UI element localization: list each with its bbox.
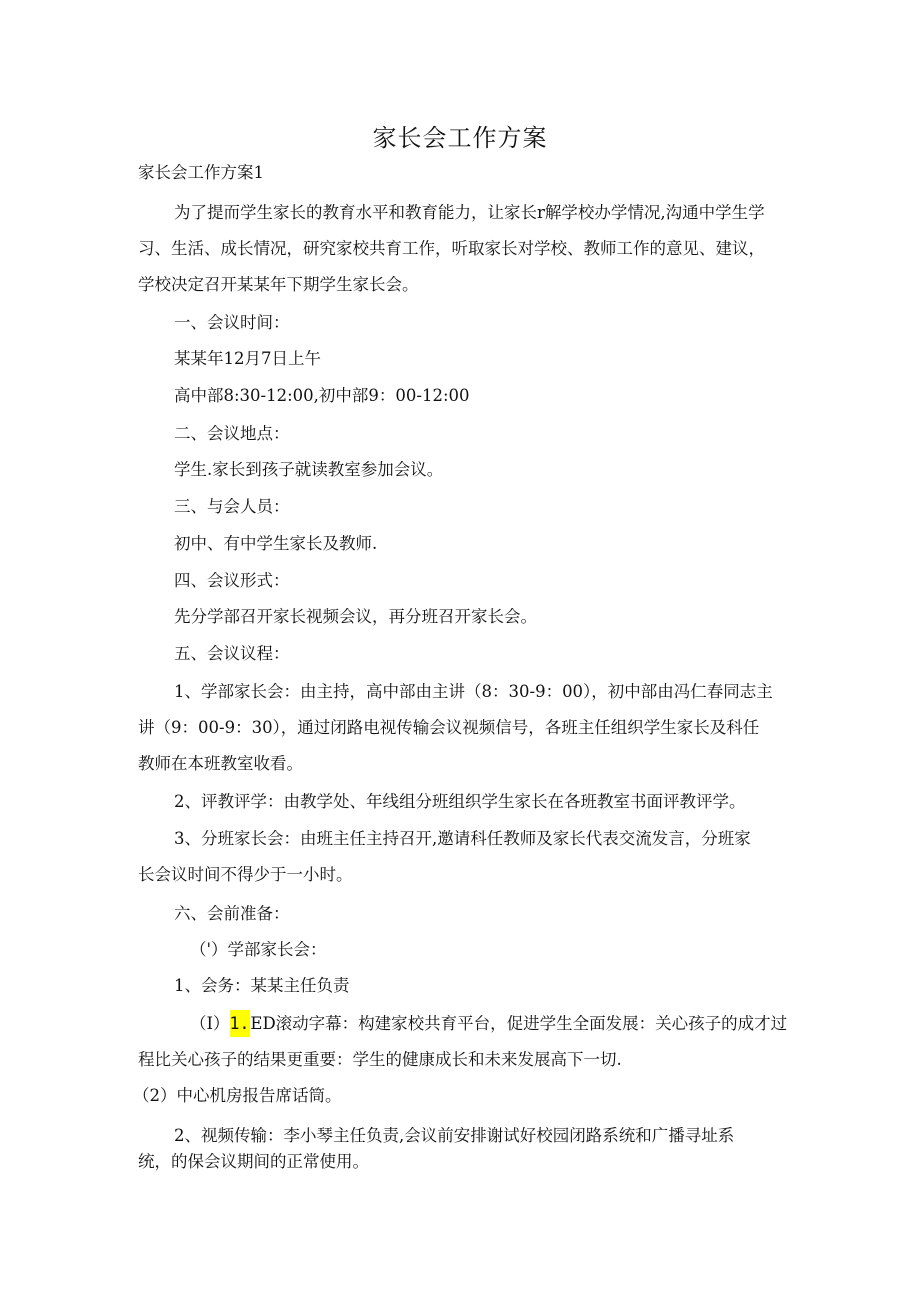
highlighted-text: 1. (230, 1010, 251, 1037)
agenda-item-1-line-3: 教师在本班教室收看。 (138, 754, 303, 773)
agenda-item-2: 2、评教评学：由教学处、年线组分班组织学生家长在各班教室书面评教评学。 (174, 792, 746, 811)
section-heading-time: 一、会议时间： (174, 313, 290, 332)
section-heading-agenda: 五、会议议程： (174, 644, 290, 663)
agenda-item-1-line-2: 讲（9：00-9：30），通过闭路电视传输会议视频信号，各班主任组织学生家长及科任 (138, 718, 760, 737)
intro-line-2: 习、生活、成长情况，研究家校共育工作，听取家长对学校、教师工作的意见、建议， (138, 239, 765, 258)
agenda-item-3-line-2: 长会议时间不得少于一小时。 (138, 865, 353, 884)
prep-item-mic: （2）中心机房报告席话筒。 (133, 1086, 342, 1105)
section-heading-attendees: 三、与会人员： (174, 497, 290, 516)
led-text: ED滚动字幕：构建家校共育平台，促进学生全面发展：关心孩子的成才过 (250, 1014, 788, 1033)
meeting-date: 某某年12月7日上午 (174, 349, 321, 368)
meeting-location: 学生.家长到孩子就读教室参加会议。 (174, 460, 444, 479)
led-line-2: 程比关心孩子的结果更重要：学生的健康成长和未来发展高下一切. (138, 1050, 622, 1069)
intro-line-1: 为了提而学生家长的教育水平和教育能力，让家长r解学校办学情况,沟通中学生学 (174, 203, 765, 222)
led-line-1 (190, 1012, 787, 1036)
prep-item-2-line-2: 统，的保会议期间的正常使用。 (138, 1152, 369, 1171)
led-prefix: （I） (190, 1014, 230, 1033)
prep-item-1: 1、会务：某某主任负责 (174, 976, 350, 995)
section-heading-location: 二、会议地点： (174, 424, 290, 443)
meeting-format: 先分学部召开家长视频会议，再分班召开家长会。 (174, 607, 537, 626)
section-heading-preparation: 六、会前准备： (174, 904, 290, 923)
agenda-item-3-line-1: 3、分班家长会：由班主任主持召开,邀请科任教师及家长代表交流发言，分班家 (174, 829, 751, 848)
intro-line-3: 学校决定召开某某年下期学生家长会。 (138, 275, 419, 294)
document-title: 家长会工作方案 (372, 124, 548, 152)
meeting-times: 高中部8:30-12:00,初中部9：00-12:00 (174, 386, 470, 405)
meeting-attendees: 初中、有中学生家长及教师. (174, 534, 378, 553)
prep-item-2-line-1: 2、视频传输：李小琴主任负责,会议前安排谢试好校园闭路系统和广播寻址系 (174, 1126, 735, 1145)
agenda-item-1-line-1: 1、学部家长会：由主持，高中部由主讲（8：30-9：00），初中部由冯仁春同志主 (174, 682, 773, 701)
document-subtitle: 家长会工作方案1 (138, 163, 264, 182)
section-heading-format: 四、会议形式： (174, 571, 290, 590)
prep-subheading: （'）学部家长会： (190, 940, 327, 959)
